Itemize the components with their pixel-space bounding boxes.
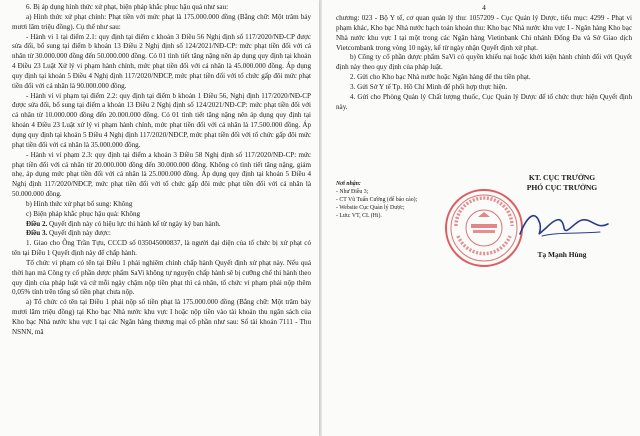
signature-block [442, 172, 632, 302]
article-3-heading: Điều 3. Quyết định này được: [26, 229, 111, 238]
document-page-right [322, 0, 640, 436]
delivery-paragraph: 1. Giao cho Ông Trần Tựu, CCCD số 035045000837, là người đại diện của tổ chức bị xử phạt có tên tại Điều 1 Quyết định này để chấp hành. [12, 239, 311, 258]
section-heading-6: 6. Bị áp dụng hình thức xử phạt, biện pháp khắc phục hậu quả như sau: [26, 3, 229, 11]
additional-penalty-paragraph: b) Hình thức xử phạt bổ sung: Không [26, 199, 133, 208]
appeal-rights-paragraph: b) Công ty cổ phần dược phẩm SaVi có quyền khiếu nại hoặc khởi kiện hành chính đối với Quyết định này theo quy định của pháp luật. [336, 53, 632, 72]
send-health-dept-paragraph: 3. Gửi Sở Y tế Tp. Hồ Chí Minh để phối hợp thực hiện. [350, 82, 508, 91]
recipients-heading: Nơi nhận: [336, 181, 361, 187]
remedy-paragraph: c) Biện pháp khắc phục hậu quả: Không [26, 209, 141, 218]
signer-name: Tạ Mạnh Hùng [537, 250, 587, 259]
payment-continuation-paragraph: chương: 023 - Bộ Y tế, cơ quan quản lý thu: 1057209 - Cục Quản lý Dược, tiểu mục: 4299 - Phạt vi phạm khác, Kho bạc Nhà nước hạch toán khoản thu: Kho bạc Nhà nước khu vực I - Ngân hàng Kho bạc Nhà nước khu vực I tại một trong các Ngân hàng Vietinbank Chi nhánh Đống Đa và Sở Giao dịch Vietcombank trong vòng 10 ngày, kể từ ngày nhận Quyết định xử phạt. [336, 14, 632, 52]
compliance-paragraph: Tổ chức vi phạm có tên tại Điều 1 phải nghiêm chỉnh chấp hành Quyết định xử phạt này. Nếu quá thời hạn mà Công ty cổ phần dược phẩm SaVi không tự nguyện chấp hành sẽ bị cưỡng chế thi hành theo quy định của pháp luật và cứ mỗi ngày chậm nộp tiền phạt thì cá nhân, tổ chức vi phạm phải nộp thêm 0,05% tính trên tổng số tiền phạt chưa nộp. [12, 258, 311, 297]
recipient-item: - Như Điều 3; [336, 189, 369, 195]
article-2-paragraph: Điều 2. Quyết định này có hiệu lực thi hành kể từ ngày ký ban hành. [26, 219, 221, 228]
recipient-item: - Lưu: VT, CL (Hi). [336, 213, 382, 219]
recipient-item: - Website Cục Quản lý Dược; [336, 205, 405, 211]
document-page-left [0, 0, 319, 436]
violation-2-paragraph: - Hành vi vi phạm tại điểm 2.2: quy định tại điểm b khoản 1 Điều 56, Nghị định 117/2020/NĐ-CP được sửa đổi, bổ sung tại điểm a khoản 13 Điều 2 Nghị định số 124/2021/NĐ-CP: mức phạt tiền đối với cá nhân từ 10.000.000 đồng đến 20.000.000 đồng. Có 01 tình tiết tăng nặng nên áp dụng quy định tại khoản 4 Điều 23 Luật xử lý vi phạm hành chính, mức phạt tiền đối với cá nhân là 17.500.000 đồng. Áp dụng quy định tại khoản 5 Điều 4 Nghị định 117/2020/NĐCP, mức phạt tiền đối với tổ chức gấp đôi mức phạt tiền đối với cá nhân là 35.000.000 đồng. [12, 91, 311, 149]
violation-1-paragraph: - Hành vi 1 tại điểm 2.1: quy định tại điểm c khoản 3 Điều 56 Nghị định số 117/2020/NĐ-CP được sửa đổi, bổ sung tại điểm b khoản 13 Điều 2 Nghị định số 124/2021/NĐ-CP: mức phạt tiền đối với cá nhân từ 30.000.000 đồng đến 50.000.000 đồng. Có 01 tình tiết tăng nặng nên áp dụng quy định tại khoản 4 Điều 23 Luật Xử lý vi phạm hành chính, mức phạt tiền đối với cá nhân là 45.000.000 đồng. Áp dụng quy định tại khoản 5 Điều 4 Nghị định 117/2020/NĐCP, mức phạt tiền đối với tổ chức gấp đôi mức phạt tiền đối với cá nhân là 90.000.000 đồng. [12, 32, 311, 90]
signature-title-line2: PHÓ CỤC TRƯỞNG [526, 183, 598, 192]
recipients-block [336, 180, 456, 220]
recipient-item: - CT Vũ Tuấn Cường (để báo cáo); [336, 197, 418, 203]
send-treasury-paragraph: 2. Gửi cho Kho bạc Nhà nước hoặc Ngân hàng để thu tiền phạt. [350, 73, 531, 82]
main-penalty-paragraph: a) Hình thức xử phạt chính: Phạt tiền với mức phạt là 175.000.000 đồng (Bằng chữ: Một trăm bảy mươi lăm triệu đồng). Cụ thể như sau: [12, 12, 311, 31]
page-number: 4 [482, 3, 486, 12]
handwritten-signature [512, 206, 622, 246]
violation-3-paragraph: - Hành vi vi phạm 2.3: quy định tại điểm a khoản 3 Điều 58 Nghị định số 117/2020/NĐ-CP: mức phạt tiền đối với cá nhân từ 20.000.000 đồng đến 30.000.000 đồng. Không có tình tiết tăng nặng, giảm nhẹ, áp dụng mức phạt tiền đối với cá nhân là 25.000.000 đồng. Áp dụng quy định tại khoản 5 Điều 4 Nghị định 117/2020/NĐCP, mức phạt tiền đối với tổ chức gấp đôi mức phạt tiền đối với cá nhân là 50.000.000 đồng. [12, 150, 311, 199]
signature-title-line1: KT. CỤC TRƯỞNG [528, 173, 596, 182]
send-quality-dept-paragraph: 4. Gửi cho Phòng Quản lý Chất lượng thuốc, Cục Quản lý Dược để tổ chức thực hiện Quyết định này. [336, 92, 632, 111]
payment-paragraph: a) Tổ chức có tên tại Điều 1 phải nộp số tiền phạt là 175.000.000 đồng (Bằng chữ: Một trăm bảy mươi lăm triệu đồng) tại Kho bạc Nhà nước khu vực I hoặc nộp tiền vào tài khoản thu ngân sách của Kho bạc Nhà nước khu vực I tại các Ngân hàng thương mại cổ phần như sau: Số tài khoản 7111 - Thu NSNN, mã [12, 298, 311, 336]
